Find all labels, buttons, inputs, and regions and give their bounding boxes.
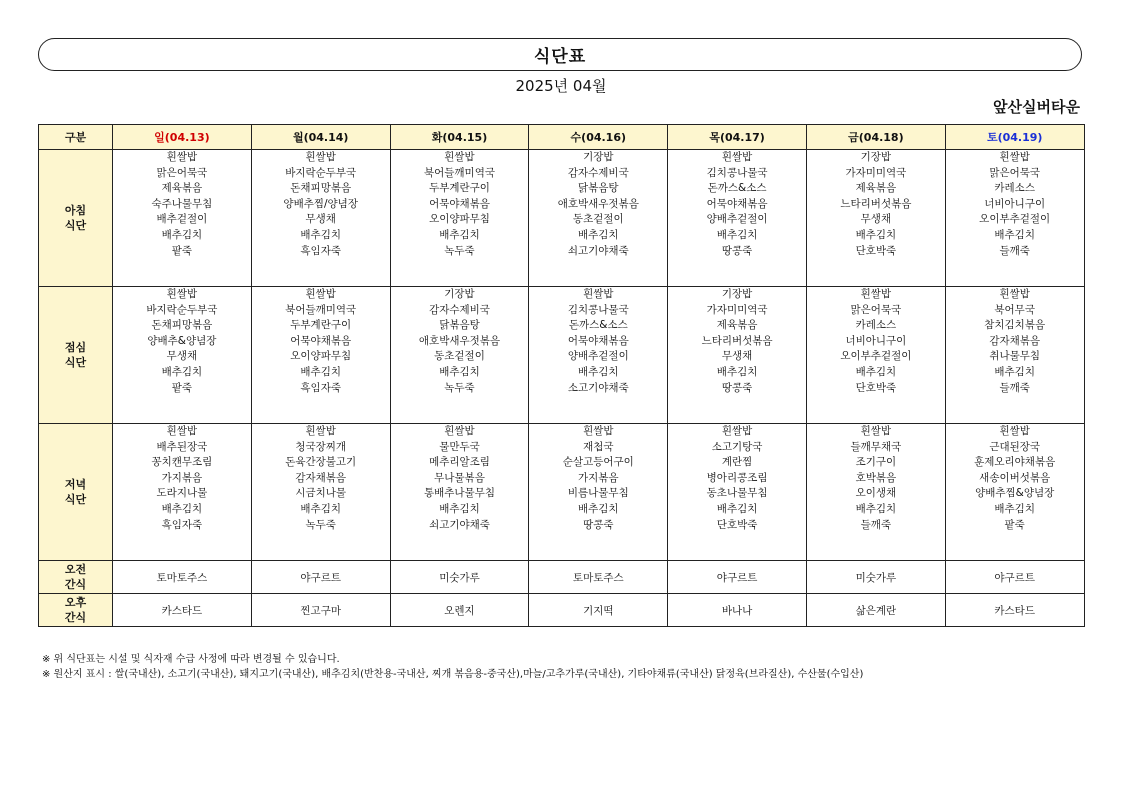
dish-item: 흰쌀밥 (444, 425, 475, 437)
header-row (39, 125, 1085, 150)
dish-item: 북어들깨미역국 (423, 166, 495, 179)
snack-cell: 오렌지 (390, 594, 529, 627)
row-header-line: 점심 (64, 341, 87, 354)
dish-item: 제육볶음 (161, 182, 203, 195)
dish-item: 시금치나물 (295, 487, 347, 500)
dish-item: 배추김치 (161, 365, 203, 378)
note-origin: ※ 원산지 표시 : 쌀(국내산), 소고기(국내산), 돼지고기(국내산), 배추김치(반찬용-국내산, 찌개 볶음용-중국산),마늘/고추가루(국내산), 기타야채류(국내산) 닭정육(브라질산), 수산물(수입산) (42, 669, 864, 680)
dish-item: 흰쌀밥 (305, 425, 336, 437)
dish-item: 계란찜 (721, 456, 753, 469)
table-row (39, 424, 1085, 561)
snack-cell: 미숫가루 (390, 561, 529, 594)
dish-item: 흰쌀밥 (305, 151, 336, 163)
row-header (39, 424, 113, 561)
dish-item: 배추김치 (855, 365, 897, 378)
table-row (39, 150, 1085, 287)
meal-cell (945, 287, 1084, 424)
snack-cell: 찐고구마 (251, 594, 390, 627)
dish-item: 카레소스 (855, 319, 897, 332)
dish-item: 오이양파무침 (429, 213, 490, 226)
meal-cell (668, 287, 807, 424)
dish-item: 근대된장국 (989, 440, 1041, 453)
dish-item: 쇠고기야채죽 (567, 244, 629, 257)
dish-item: 통배추나물무침 (423, 487, 495, 500)
dish-item: 닭볶음탕 (439, 319, 480, 332)
meal-cell (945, 150, 1084, 287)
dish-item: 양배추겉절이 (706, 213, 768, 226)
dish-item: 닭볶음탕 (578, 182, 619, 195)
meal-cell (668, 424, 807, 561)
dish-item: 흰쌀밥 (721, 151, 753, 163)
snack-cell: 야구르트 (251, 561, 390, 594)
dish-item: 기장밥 (721, 288, 753, 300)
row-header-line: 저녁 (64, 478, 87, 491)
dish-item: 배추김치 (716, 502, 758, 515)
dish-item: 맑은어묵국 (156, 166, 208, 179)
snack-cell: 카스타드 (945, 594, 1084, 627)
dish-item: 배추김치 (439, 365, 480, 378)
title-text: 식단표 (533, 47, 587, 67)
dish-item: 메추리알조림 (429, 456, 490, 469)
dish-item: 조기구이 (855, 456, 897, 469)
dish-item: 배추김치 (161, 228, 203, 241)
dish-item: 느타리버섯볶음 (840, 197, 912, 210)
dish-item: 돈육간장불고기 (285, 456, 357, 469)
dish-item: 제육볶음 (855, 182, 897, 195)
dish-item: 맑은어묵국 (850, 303, 902, 316)
dish-item: 맑은어묵국 (989, 166, 1041, 179)
snack-cell: 카스타드 (113, 594, 252, 627)
dish-item: 도라지나물 (156, 487, 208, 500)
dish-item: 양배추겉절이 (567, 350, 629, 363)
dish-item: 가자미미역국 (845, 166, 907, 179)
dish-item: 동초겉절이 (434, 350, 485, 363)
meal-cell (945, 424, 1084, 561)
dish-item: 땅콩죽 (583, 518, 614, 531)
dish-item: 배추김치 (578, 502, 619, 515)
meal-cell (390, 150, 529, 287)
meal-cell (390, 287, 529, 424)
dish-item: 어묵야채볶음 (290, 334, 352, 347)
meal-cell (113, 424, 252, 561)
snack-cell: 야구르트 (945, 561, 1084, 594)
dish-item: 배추김치 (994, 228, 1035, 241)
dish-item: 어묵야채볶음 (567, 334, 629, 347)
meal-cell (529, 150, 668, 287)
notes (42, 652, 863, 682)
dish-item: 감자수제비국 (567, 166, 629, 179)
dish-item: 돈채피망볶음 (151, 319, 213, 332)
day-header: 수(04.16) (529, 125, 668, 150)
dish-item: 물만두국 (439, 440, 480, 453)
snack-cell: 삶은계란 (806, 594, 945, 627)
dish-item: 단호박죽 (855, 244, 897, 257)
dish-item: 새송이버섯볶음 (979, 471, 1051, 484)
row-header (39, 561, 113, 594)
dish-item: 무생채 (860, 213, 892, 226)
dish-item: 북어무국 (994, 303, 1035, 316)
snack-cell: 야구르트 (668, 561, 807, 594)
dish-item: 녹두죽 (444, 381, 475, 394)
table-row (39, 594, 1085, 627)
meal-cell (806, 150, 945, 287)
day-header: 월(04.14) (251, 125, 390, 150)
dish-item: 꽁치캔무조림 (151, 456, 213, 469)
dish-item: 땅콩죽 (721, 244, 753, 257)
dish-item: 배추김치 (300, 228, 341, 241)
dish-item: 녹두죽 (444, 244, 475, 257)
dish-item: 오이생채 (855, 487, 897, 500)
menu-body (39, 150, 1085, 627)
dish-item: 들깨죽 (860, 518, 892, 531)
dish-item: 흰쌀밥 (583, 288, 614, 300)
corner-header: 구분 (39, 125, 113, 150)
meal-cell (113, 150, 252, 287)
dish-item: 배추된장국 (156, 440, 208, 453)
dish-item: 배추김치 (994, 365, 1035, 378)
snack-cell: 미숫가루 (806, 561, 945, 594)
meal-cell (251, 150, 390, 287)
dish-item: 가지볶음 (161, 471, 203, 484)
organization-name: 앞산실버타운 (993, 98, 1080, 116)
dish-item: 팥죽 (1004, 518, 1025, 531)
dish-item: 단호박죽 (855, 381, 897, 394)
snack-cell: 기지떡 (529, 594, 668, 627)
dish-item: 들깨무채국 (850, 440, 902, 453)
row-header-line: 오전 (64, 563, 87, 576)
dish-item: 바지락순두부국 (146, 303, 218, 316)
dish-item: 김치콩나물국 (567, 303, 629, 316)
dish-item: 소고기탕국 (711, 440, 763, 453)
dish-item: 흰쌀밥 (166, 425, 198, 437)
meal-cell (251, 287, 390, 424)
dish-item: 두부계란구이 (290, 319, 352, 332)
row-header-line: 간식 (64, 578, 87, 591)
dish-item: 동초겉절이 (572, 213, 624, 226)
dish-item: 양배추찜&양념장 (975, 487, 1055, 500)
dish-item: 호박볶음 (855, 471, 897, 484)
dish-item: 청국장찌개 (295, 440, 347, 453)
dish-item: 흰쌀밥 (166, 288, 198, 300)
dish-item: 팥죽 (171, 381, 193, 394)
meal-cell (113, 287, 252, 424)
row-header (39, 594, 113, 627)
dish-item: 느타리버섯볶음 (701, 334, 773, 347)
meal-cell (806, 287, 945, 424)
page-title (38, 38, 1082, 71)
dish-item: 애호박새우젓볶음 (418, 334, 501, 347)
dish-item: 단호박죽 (716, 518, 758, 531)
dish-item: 감자채볶음 (989, 334, 1041, 347)
dish-item: 돈채피망볶음 (290, 182, 352, 195)
dish-item: 배추김치 (578, 228, 619, 241)
day-header: 목(04.17) (668, 125, 807, 150)
dish-item: 비름나물무침 (567, 487, 629, 500)
dish-item: 재첩국 (583, 440, 614, 453)
dish-item: 돈까스&소스 (707, 182, 767, 195)
dish-item: 어묵야채볶음 (706, 197, 768, 210)
row-header-line: 식단 (64, 493, 87, 506)
row-header-line: 아침 (64, 204, 87, 217)
dish-item: 취나물무침 (989, 350, 1041, 363)
dish-item: 배추김치 (578, 365, 619, 378)
dish-item: 너비아니구이 (984, 197, 1046, 210)
dish-item: 팥죽 (171, 244, 193, 257)
dish-item: 배추김치 (439, 228, 480, 241)
dish-item: 감자채볶음 (295, 471, 347, 484)
dish-item: 배추김치 (994, 502, 1035, 515)
dish-item: 쇠고기야채죽 (429, 518, 490, 531)
snack-cell: 바나나 (668, 594, 807, 627)
dish-item: 가자미미역국 (706, 303, 768, 316)
dish-item: 땅콩죽 (721, 381, 753, 394)
row-header-line: 식단 (64, 219, 87, 232)
day-header: 일(04.13) (113, 125, 252, 150)
dish-item: 배추김치 (300, 502, 341, 515)
dish-item: 들깨죽 (999, 244, 1030, 257)
dish-item: 카레소스 (994, 182, 1035, 195)
dish-item: 흰쌀밥 (166, 151, 198, 163)
dish-item: 동초나물무침 (706, 487, 768, 500)
row-header (39, 287, 113, 424)
dish-item: 너비아니구이 (845, 334, 907, 347)
meal-cell (806, 424, 945, 561)
dish-item: 북어들깨미역국 (285, 303, 357, 316)
dish-item: 기장밥 (860, 151, 892, 163)
meal-cell (390, 424, 529, 561)
dish-item: 흰쌀밥 (444, 151, 475, 163)
dish-item: 가지볶음 (578, 471, 619, 484)
day-header: 토(04.19) (945, 125, 1084, 150)
dish-item: 배추김치 (716, 365, 758, 378)
dish-item: 흑임자죽 (161, 518, 203, 531)
dish-item: 소고기야채죽 (567, 381, 629, 394)
row-header-line: 오후 (64, 596, 87, 609)
dish-item: 무나물볶음 (434, 471, 485, 484)
dish-item: 김치콩나물국 (706, 166, 768, 179)
snack-cell: 토마토주스 (113, 561, 252, 594)
dish-item: 흰쌀밥 (999, 425, 1030, 437)
row-header-line: 식단 (64, 356, 87, 369)
dish-item: 오이양파무침 (290, 350, 352, 363)
dish-item: 무생채 (721, 350, 753, 363)
dish-item: 무생채 (166, 350, 198, 363)
table-row (39, 561, 1085, 594)
dish-item: 숙주나물무침 (151, 197, 213, 210)
dish-item: 흰쌀밥 (305, 288, 336, 300)
dish-item: 병아리콩조림 (706, 471, 768, 484)
dish-item: 배추겉절이 (156, 213, 208, 226)
meal-cell (668, 150, 807, 287)
dish-item: 오이부추겉절이 (979, 213, 1051, 226)
dish-item: 들깨죽 (999, 381, 1030, 394)
month-label: 2025년 04월 (515, 77, 607, 95)
dish-item: 순살고등어구이 (562, 456, 634, 469)
dish-item: 흑임자죽 (300, 381, 341, 394)
dish-item: 기장밥 (444, 288, 475, 300)
dish-item: 감자수제비국 (429, 303, 490, 316)
menu-table (38, 124, 1085, 627)
dish-item: 훈제오리야채볶음 (974, 456, 1056, 469)
dish-item: 양배추찜/양념장 (283, 197, 358, 210)
dish-item: 흰쌀밥 (860, 288, 892, 300)
dish-item: 양배추&양념장 (147, 334, 217, 347)
dish-item: 흰쌀밥 (721, 425, 753, 437)
meal-cell (529, 287, 668, 424)
dish-item: 배추김치 (300, 365, 341, 378)
dish-item: 배추김치 (855, 228, 897, 241)
dish-item: 배추김치 (439, 502, 480, 515)
dish-item: 바지락순두부국 (285, 166, 357, 179)
note-change-notice: ※ 위 식단표는 시설 및 식자재 수급 사정에 따라 변경될 수 있습니다. (42, 654, 340, 665)
dish-item: 녹두죽 (305, 518, 336, 531)
dish-item: 배추김치 (161, 502, 203, 515)
dish-item: 흰쌀밥 (860, 425, 892, 437)
dish-item: 흰쌀밥 (999, 288, 1030, 300)
table-row (39, 287, 1085, 424)
dish-item: 배추김치 (716, 228, 758, 241)
meal-cell (529, 424, 668, 561)
day-header: 화(04.15) (390, 125, 529, 150)
snack-cell: 토마토주스 (529, 561, 668, 594)
dish-item: 기장밥 (583, 151, 614, 163)
dish-item: 어묵야채볶음 (429, 197, 490, 210)
dish-item: 참치김치볶음 (984, 319, 1046, 332)
dish-item: 돈까스&소스 (568, 319, 628, 332)
dish-item: 애호박새우젓볶음 (557, 197, 639, 210)
dish-item: 흑임자죽 (300, 244, 341, 257)
row-header (39, 150, 113, 287)
dish-item: 오이부추겉절이 (840, 350, 912, 363)
dish-item: 흰쌀밥 (999, 151, 1030, 163)
row-header-line: 간식 (64, 611, 87, 624)
dish-item: 제육볶음 (716, 319, 758, 332)
day-header: 금(04.18) (806, 125, 945, 150)
dish-item: 무생채 (305, 213, 336, 226)
dish-item: 흰쌀밥 (583, 425, 614, 437)
dish-item: 배추김치 (855, 502, 897, 515)
meal-cell (251, 424, 390, 561)
dish-item: 두부계란구이 (429, 182, 490, 195)
